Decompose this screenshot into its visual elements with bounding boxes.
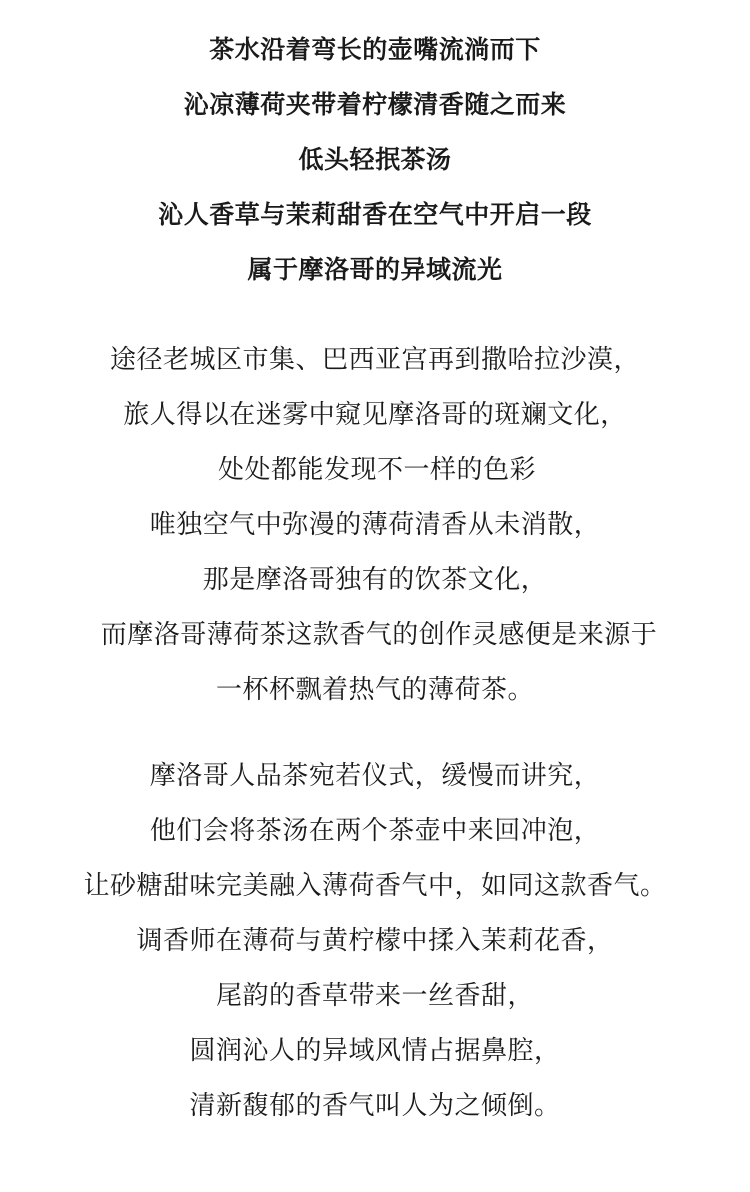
heading-line: 沁凉薄荷夹带着柠檬清香随之而来	[183, 90, 567, 119]
paragraph-line: 处处都能发现不一样的色彩	[217, 455, 536, 485]
paragraph-line: 而摩洛哥薄荷茶这款香气的创作灵感便是来源于	[100, 620, 658, 650]
paragraph-line: 摩洛哥人品茶宛若仪式，缓慢而讲究，	[149, 761, 601, 791]
heading-line: 茶水沿着弯长的壶嘴流淌而下	[209, 35, 541, 64]
heading-line: 沁人香草与茉莉甜香在空气中开启一段	[158, 200, 592, 229]
paragraph-line: 一杯杯飘着热气的薄荷茶。	[215, 675, 534, 705]
paragraph-line: 旅人得以在迷雾中窥见摩洛哥的斑斓文化，	[123, 400, 627, 430]
paragraph-line: 唯独空气中弥漫的薄荷清香从未消散，	[149, 510, 601, 540]
heading-line: 属于摩洛哥的异域流光	[247, 255, 503, 284]
paragraph-line: 让砂糖甜味完美融入薄荷香气中，如同这款香气。	[83, 871, 667, 901]
paragraph-line: 调香师在薄荷与黄柠檬中揉入茉莉花香，	[136, 926, 614, 956]
paragraph-line: 圆润沁人的异域风情占据鼻腔，	[189, 1036, 561, 1066]
paragraph-ritual	[0, 749, 750, 1134]
heading-block	[0, 22, 750, 297]
paragraph-line: 那是摩洛哥独有的饮茶文化，	[202, 565, 548, 595]
paragraph-journey	[0, 333, 750, 718]
paragraph-line: 他们会将茶汤在两个茶壶中来回冲泡，	[149, 816, 601, 846]
paragraph-line: 清新馥郁的香气叫人为之倾倒。	[189, 1091, 561, 1121]
paragraph-line: 途径老城区市集、巴西亚宫再到撒哈拉沙漠，	[109, 345, 640, 375]
paragraph-line: 尾韵的香草带来一丝香甜，	[215, 981, 534, 1011]
heading-line: 低头轻抿茶汤	[298, 145, 452, 174]
